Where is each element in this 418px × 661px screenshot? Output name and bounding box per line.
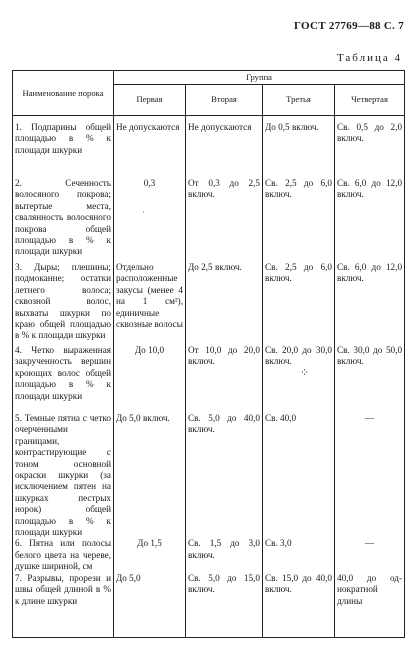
value-group-1: 0,3 [114, 178, 186, 262]
defect-name: 4. Четко выраженная закрученность вершин кроющих волос общей площадью в % к площади шкурки [13, 345, 114, 413]
table-row [13, 345, 405, 413]
value-group-2: До 2,5 включ. [186, 262, 263, 345]
table-row [13, 538, 405, 572]
defects-table [12, 70, 405, 638]
col-header-group-1: Первая [114, 85, 186, 116]
page-header: ГОСТ 27769—88 С. 7 [293, 20, 404, 32]
defect-name: 7. Разрывы, прорези и швы общей длиной в % к длине шкурки [13, 573, 114, 638]
value-group-3: Св. 40,0 [263, 413, 335, 538]
col-header-group-3: Третья [263, 85, 335, 116]
value-group-1: Не допускаются [114, 116, 186, 179]
defect-name: 5. Темные пятна с четко очерченными границами, контрастирующие с тоном основной окраски шкурки (за исключением пятен на шкурках пестрых норок) общей площадью в % к площади шкурки [13, 413, 114, 538]
value-group-4: — [335, 413, 405, 538]
value-group-3: Св. 3,0 [263, 538, 335, 572]
value-group-2: От 0,3 до 2,5 включ. [186, 178, 263, 262]
value-group-3: До 0,5 включ. [263, 116, 335, 179]
table-row [13, 116, 405, 179]
col-header-group-2: Вторая [186, 85, 263, 116]
scan-speck: ˈ [142, 210, 145, 220]
value-group-3: Св. 2,5 до 6,0 включ. [263, 262, 335, 345]
table-row [13, 178, 405, 262]
scan-blot: ⁘ [300, 367, 310, 379]
table-row [13, 573, 405, 638]
value-group-2: Не допускаются [186, 116, 263, 179]
value-group-3: Св. 15,0 до 40,0 включ. [263, 573, 335, 638]
table-row [13, 413, 405, 538]
value-group-1: До 1,5 [114, 538, 186, 572]
defect-name: 1. Подпарины общей площадью в % к площади шкурки [13, 116, 114, 179]
col-header-group: Группа [114, 71, 405, 85]
value-group-4: Св. 6,0 до 12,0 включ. [335, 178, 405, 262]
value-group-1: До 5,0 [114, 573, 186, 638]
value-group-4: Св. 0,5 до 2,0 включ. [335, 116, 405, 179]
value-group-2: Св. 5,0 до 40,0 включ. [186, 413, 263, 538]
value-group-1: Отдельно расположенные закусы (менее 4 на 1 см²), единичные сквозные волосы [114, 262, 186, 345]
col-header-name: Наименование порока [13, 71, 114, 116]
value-group-2: Св. 1,5 до 3,0 включ. [186, 538, 263, 572]
defect-name: 3. Дыры; плешины; подмоканне; остатки летнего волоса; сквозной волос, выхваты шкурки по краю общей площадью в % к площади шкурки [13, 262, 114, 345]
value-group-3: Св. 20,0 до 30,0 включ. [263, 345, 335, 413]
value-group-1: До 10,0 [114, 345, 186, 413]
value-group-2: От 10,0 до 20,0 включ. [186, 345, 263, 413]
defect-name: 6. Пятна или полосы белого цвета на череве, душке шириной, см [13, 538, 114, 572]
defect-name: 2. Сеченность волосяного покрова; вытертые места, свалянность волосяного покрова общей площадью в % к площади шкурки [13, 178, 114, 262]
table-row [13, 262, 405, 345]
value-group-1: До 5,0 включ. [114, 413, 186, 538]
value-group-4: — [335, 538, 405, 572]
col-header-group-4: Четвертая [335, 85, 405, 116]
table-caption: Таблица 4 [336, 52, 402, 64]
value-group-4: 40,0 до однократной длины [335, 573, 405, 638]
value-group-2: Св. 5,0 до 15,0 включ. [186, 573, 263, 638]
value-group-4: Св. 30,0 до 50,0 включ. [335, 345, 405, 413]
value-group-4: Св. 6,0 до 12,0 включ. [335, 262, 405, 345]
value-group-3: Св. 2,5 до 6,0 включ. [263, 178, 335, 262]
